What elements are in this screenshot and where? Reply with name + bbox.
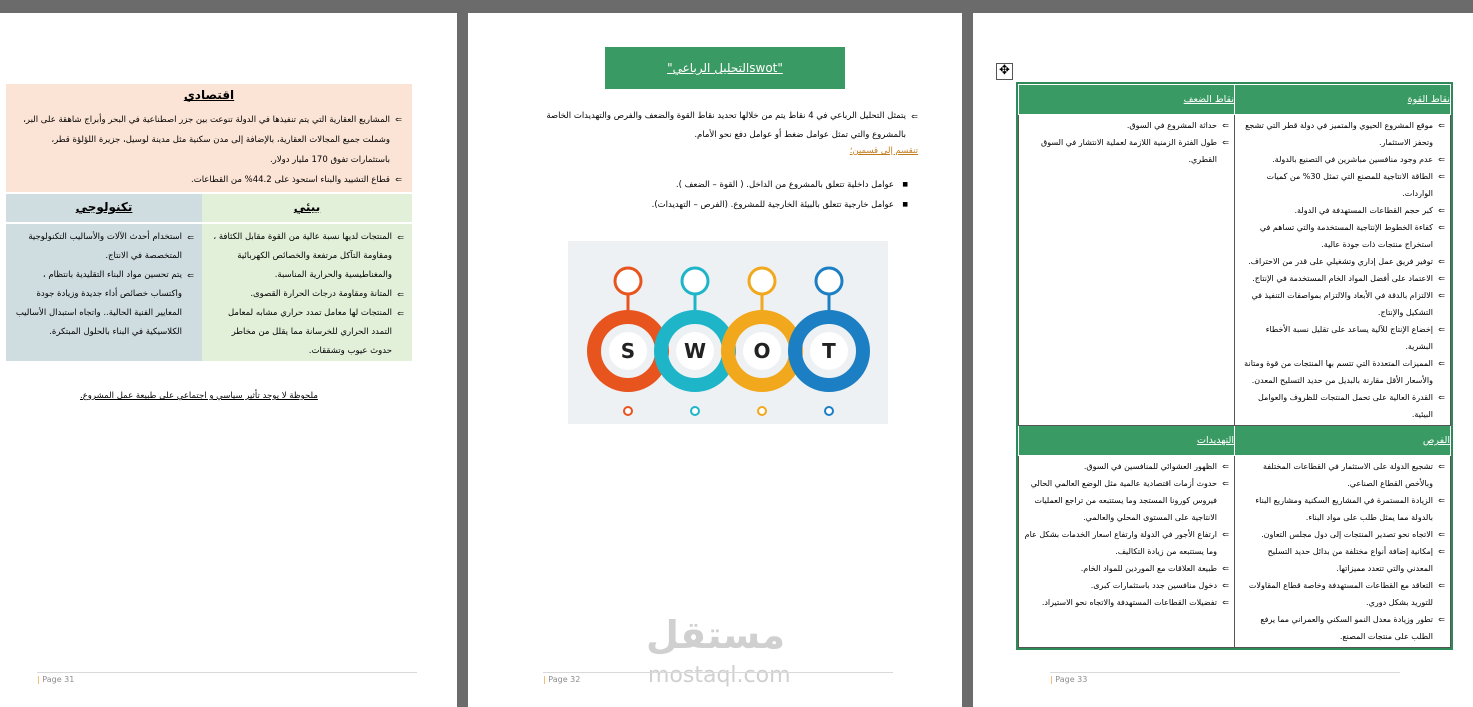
swot-factor-list — [568, 175, 908, 215]
watermark-url: mostaql.com — [648, 663, 791, 688]
strengths-cell[interactable] — [1235, 115, 1451, 426]
page-footer: | Page 32 — [543, 672, 893, 684]
strength-item: ⇐ إخضاع الإنتاج للآلية يساعد على تقليل نسبة الأخطاء البشرية. — [1240, 321, 1445, 355]
tech-env-grid — [6, 194, 412, 361]
document-page-31 — [0, 13, 457, 707]
threats-cell[interactable] — [1019, 456, 1235, 648]
economic-title: اقتصادي — [183, 88, 235, 102]
strength-item: ⇐ عدم وجود منافسين مباشرين في التصنيع بالدولة. — [1240, 151, 1445, 168]
factor-item: ■ عوامل خارجية تتعلق بالبيئة الخارجية للمشروع. (الفرص – التهديدات). — [568, 195, 908, 215]
swot-letter: T — [822, 339, 836, 363]
swot-intro: ⇐ يتمثل التحليل الرباعي في 4 نقاط يتم من خلالها تحديد نقاط القوة والضعف والفرص والتهديدات الخاصة بالمشروع والتي تمثل عوامل ضغط أو عوامل دفع نحو الأمام. — [526, 107, 918, 145]
strength-item: ⇐ القدرة العالية على تحمل المنتجات للظروف والعوامل البيئية. — [1240, 389, 1445, 423]
swot-illustration — [568, 241, 888, 424]
threat-item: ⇐ ارتفاع الأجور في الدولة وارتفاع اسعار الخدمات بشكل عام وما يستتبعه من زيادة التكاليف. — [1024, 526, 1229, 560]
swot-dot — [624, 407, 632, 415]
weakness-item: ⇐ طول الفترة الزمنية اللازمة لعملية الانتشار في السوق القطري. — [1024, 134, 1229, 168]
strength-item: ⇐ كبر حجم القطاعات المستهدفة في الدولة. — [1240, 202, 1445, 219]
strength-item: ⇐ الاعتماد على أفضل المواد الخام المستخدمة في الإنتاج. — [1240, 270, 1445, 287]
opportunities-header: الفرص — [1235, 426, 1451, 456]
environmental-section — [202, 194, 412, 361]
swot-letter: O — [753, 339, 771, 363]
threat-item: ⇐ الظهور العشوائي للمنافسين في السوق. — [1024, 458, 1229, 475]
opportunity-item: ⇐ التعاقد مع القطاعات المستهدفة وخاصة قطاع المقاولات للتوريد بشكل دوري. — [1240, 577, 1445, 611]
warning-icon — [816, 268, 842, 294]
swot-graphic — [568, 241, 888, 424]
threat-item: ⇐ دخول منافسين جدد باستثمارات كبرى. — [1024, 577, 1229, 594]
page-number: 33 — [1077, 675, 1088, 684]
footer-label: Page — [548, 675, 568, 684]
strengths-header: نقاط القوة — [1235, 85, 1451, 115]
page-footer: | Page 33 — [1050, 672, 1400, 684]
weaknesses-header: نقاط الضعف — [1019, 85, 1235, 115]
strength-item: ⇐ موقع المشروع الحيوي والمتميز في دولة قطر التي تشجع وتحفز الاستثمار. — [1240, 117, 1445, 151]
swot-divide-heading: تنقسم إلى قسمين؛ — [849, 146, 918, 156]
environmental-title: بيئي — [202, 194, 412, 224]
opportunity-item: ⇐ إمكانية إضافة أنواع مختلفة من بدائل حديد التسليح المعدني والتي تتعدد مميزاتها. — [1240, 543, 1445, 577]
swot-dot — [758, 407, 766, 415]
economic-item: ⇐ المشاريع العقارية التي يتم تنفيذها في الدولة تنوعت بين جزر اصطناعية في البحر وأبراج شاهقة على البر، وشملت جميع المجالات العقارية، بالإضافة إلى مدن سكنية مثل مدينة لوسيل، جزيرة اللؤلؤة قطر، باستثمارات تفوق 170 مليار دولار. — [16, 110, 402, 170]
political-social-note: ملحوظة لا يوجد تأثير سياسي و اجتماعي على طبيعة عمل المشروع. — [80, 391, 318, 401]
opportunity-item: ⇐ الاتجاه نحو تصدير المنتجات إلى دول مجلس التعاون. — [1240, 526, 1445, 543]
swot-letter: S — [620, 339, 636, 363]
economic-item: ⇐ قطاع التشييد والبناء استحوذ على 44.2% من القطاعات. — [16, 170, 402, 190]
technological-section — [6, 194, 202, 361]
technological-item: ⇐ استخدام أحدث الآلات والأساليب التكنولوجية المتخصصة في الانتاج. — [14, 228, 194, 266]
threat-item: ⇐ تفضيلات القطاعات المستهدفة والاتجاه نحو الاستيراد. — [1024, 594, 1229, 611]
opportunity-item: ⇐ الزيادة المستمرة في المشاريع السكنية ومشاريع البناء بالدولة مما يمثل طلب على مواد البناء. — [1240, 492, 1445, 526]
threat-item: ⇐ حدوث أزمات اقتصادية عالمية مثل الوضع العالمي الحالي فيروس كورونا المستجد وما يستتبعه من تراجع العمليات الانتاجية على المستوى المحلي والعالمي. — [1024, 475, 1229, 526]
table-move-handle-icon[interactable]: ✥ — [996, 63, 1013, 80]
page-number: 32 — [570, 675, 581, 684]
swot-table — [1016, 82, 1453, 650]
environmental-item: ⇐ المنتجات لها معامل تمدد حراري مشابه لمعامل التمدد الحراري للخرسانة مما يقلل من مخاطر حدوث عيوب وتشققات. — [210, 304, 404, 361]
strength-item: ⇐ توفير فريق عمل إداري وتشغيلي على قدر من الاحتراف. — [1240, 253, 1445, 270]
environmental-item: ⇐ المنتجات لديها نسبة عالية من القوة مقابل الكثافة ، ومقاومة التآكل مرتفعة والخصائص الكهربائية والمغناطيسية والحرارية المناسبة. — [210, 228, 404, 285]
handshake-icon — [615, 268, 641, 294]
watermark-logo: مستقل — [646, 613, 785, 657]
technological-item: ⇐ يتم تحسين مواد البناء التقليدية بانتظام ، واكتساب خصائص أداء جديدة وزيادة جودة المعايير الفنية الحالية.. واتجاه استبدال الأساليب الكلاسيكية في البناء بالحلول المبتكرة. — [14, 266, 194, 342]
strength-item: ⇐ الالتزام بالدقة في الأبعاد والالتزام بمواصفات التنفيذ في التشكيل والإنتاج. — [1240, 287, 1445, 321]
swot-title: "التحليل الرباعيswot" — [605, 47, 845, 89]
threats-header: التهديدات — [1019, 426, 1235, 456]
download-icon — [682, 268, 708, 294]
weakness-item: ⇐ حداثة المشروع في السوق. — [1024, 117, 1229, 134]
opportunities-cell[interactable] — [1235, 456, 1451, 648]
page-footer: | Page 31 — [37, 672, 417, 684]
swot-dot — [691, 407, 699, 415]
economic-section — [6, 84, 412, 192]
page-number: 31 — [64, 675, 75, 684]
strength-item: ⇐ كفاءة الخطوط الإنتاجية المستخدمة والتي تساهم في استخراج منتجات ذات جودة عالية. — [1240, 219, 1445, 253]
weaknesses-cell[interactable] — [1019, 115, 1235, 426]
document-page-33 — [973, 13, 1473, 707]
document-page-32 — [468, 13, 962, 707]
technological-title: تكنولوجي — [6, 194, 202, 224]
factor-item: ■ عوامل داخلية تتعلق بالمشروع من الداخل. ( القوة – الضعف ). — [568, 175, 908, 195]
lightbulb-icon — [749, 268, 775, 294]
swot-dot — [825, 407, 833, 415]
threat-item: ⇐ طبيعة العلاقات مع الموردين للمواد الخام. — [1024, 560, 1229, 577]
opportunity-item: ⇐ تطور وزيادة معدل النمو السكني والعمراني مما يرفع الطلب على منتجات المصنع. — [1240, 611, 1445, 645]
footer-label: Page — [1055, 675, 1075, 684]
swot-letter: W — [683, 339, 707, 363]
strength-item: ⇐ المميزات المتعددة التي تتسم بها المنتجات من قوة ومتانة والأسعار الأقل مقارنة بالبديل من حديد التسليح المعدن. — [1240, 355, 1445, 389]
strength-item: ⇐ الطاقة الانتاجية للمصنع التي تمثل 30% من كميات الواردات. — [1240, 168, 1445, 202]
environmental-item: ⇐ المتانة ومقاومة درجات الحرارة القصوى. — [210, 285, 404, 304]
opportunity-item: ⇐ تشجيع الدولة على الاستثمار في القطاعات المختلفة وبالأخص القطاع الصناعي. — [1240, 458, 1445, 492]
footer-label: Page — [42, 675, 62, 684]
